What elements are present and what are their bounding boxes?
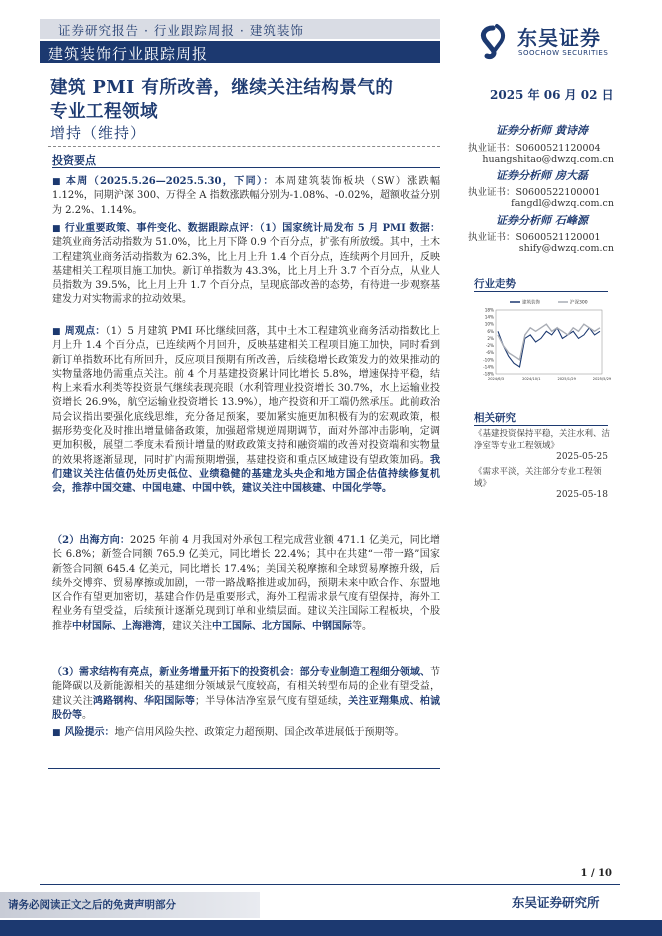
divider	[48, 768, 440, 769]
y-tick-label: -6%	[485, 350, 494, 356]
chart-frame	[496, 310, 602, 374]
analyst-email[interactable]: shify@dwzq.com.cn	[518, 243, 614, 254]
paragraph-policy: ■ 行业重要政策、事件变化、数据跟踪点评：（1）国家统计局发布 5 月 PMI 数据：建筑业商务活动指数为 51.0%，比上月下降 0.9 个百分点，扩张有所放缓。其中，土木工程建筑业商务活动指数为 62.3%，比上月上升 1.4 个百分点，连续两个月回升，反映基建相关工程项目施工加快。新订单指数为 43.3%，比上月上升 3.7 个百分点，从业人员指数为 39.5%，比上月上升 1.7 个百分点，呈现底部改善的态势，有待进一步观察基建发力对实物需求的拉动效果。	[52, 223, 440, 306]
divider	[474, 425, 608, 426]
footer-bar	[0, 920, 662, 936]
analyst-title: 证券分析师 房大磊	[496, 169, 588, 182]
paragraph-structure: （3）需求结构有亮点，新业务增量开拓下的投资机会：部分专业制造工程细分领域、节能降碳以及新能源相关的基建细分领域景气度较高，有相关转型布局的企业有望受益，建议关注鸿路钢构、华阳国际等；半导体洁净室景气度有望延续，关注亚翔集成、柏诚股份等。	[52, 667, 441, 721]
x-tick-label: 2024/10/1	[522, 377, 541, 381]
related-title: 相关研究	[474, 412, 516, 424]
rating: 增持（维持）	[50, 124, 147, 142]
bullet-icon: ■	[52, 327, 61, 337]
related-item[interactable]: 《需求平淡，关注部分专业工程领域》	[474, 467, 602, 489]
paragraph-weekly: ■ 本周（2025.5.26—2025.5.30，下同）：本周建筑装饰板块（SW）涨跌幅 1.12%，同期沪深 300、万得全 A 指数涨跌幅分别为-1.08%、-0.02%，超额收益分别为 2.2%、1.14%。	[52, 176, 440, 216]
logo-english: SOOCHOW SECURITIES	[518, 49, 609, 57]
section-title: 建筑装饰行业跟踪周报	[48, 45, 209, 63]
analyst-email[interactable]: fangdl@dwzq.com.cn	[511, 198, 614, 209]
divider	[40, 884, 620, 885]
analyst-cert: 执业证书：S0600521120004	[468, 143, 601, 154]
y-tick-label: -18%	[483, 371, 494, 377]
analyst-title: 证券分析师 石峰源	[496, 214, 588, 227]
x-tick-label: 2025/5/29	[592, 377, 612, 381]
related-date: 2025-05-18	[556, 490, 608, 500]
report-title-line-1: 建筑 PMI 有所改善，继续关注结构景气的	[50, 78, 394, 98]
legend-label: 沪深300	[570, 300, 588, 306]
x-tick-label: 2025/1/29	[557, 377, 576, 381]
series-line	[498, 328, 600, 367]
divider	[52, 167, 440, 168]
paragraph-overseas: （2）出海方向：2025 年前 4 月我国对外承包工程完成营业额 471.1 亿美元，同比增长 6.8%；新签合同额 765.9 亿美元，同比增长 22.4%；其中在共建“一带一路”国家新签合同额 645.4 亿美元，同比增长 17.4%；美国关税摩擦和全球贸易摩擦升级，后续外交博弈、贸易摩擦或加剧，一带一路战略推进或加码，预期未来中欧合作、东盟地区合作有望更加密切，基建合作仍是重要形式，海外工程需求景气度有望保持，海外工程业务有望受益，后续预计逐渐兑现到订单和业绩层面。建议关注国际工程板块，个股推荐中材国际、上海港湾，建议关注中工国际、北方国际、中钢国际等。	[52, 535, 440, 632]
y-tick-label: -10%	[483, 357, 494, 363]
report-date: 2025 年 06 月 02 日	[490, 88, 614, 102]
y-tick-label: -14%	[483, 364, 494, 370]
bullet-icon: ■	[52, 177, 62, 187]
y-tick-label: -2%	[485, 343, 494, 349]
logo-text: 东吴证券	[517, 26, 601, 50]
paragraph-risk: ■ 风险提示：地产信用风险失控、政策定力超预期、国企改革进展低于预期等。	[52, 727, 405, 738]
analyst-cert: 执业证书：S0600522100001	[468, 187, 601, 198]
y-tick-label: 6%	[487, 328, 494, 334]
bullet-icon: ■	[52, 224, 61, 234]
y-tick-label: 10%	[484, 321, 494, 327]
key-points-title: 投资要点	[52, 154, 96, 167]
bullet-icon: ■	[52, 728, 61, 738]
trend-title: 行业走势	[474, 278, 516, 290]
soochow-logo-icon	[475, 24, 511, 60]
divider	[474, 291, 608, 292]
analyst-email[interactable]: huangshitao@dwzq.com.cn	[482, 154, 614, 165]
breadcrumb: 证券研究报告 · 行业跟踪周报 · 建筑装饰	[58, 23, 304, 38]
report-title-line-2: 专业工程领域	[50, 102, 158, 122]
legend-label: 建筑装饰	[522, 300, 540, 306]
related-date: 2025-05-25	[556, 452, 608, 462]
divider	[48, 146, 440, 147]
disclaimer-text[interactable]: 请务必阅读正文之后的免责声明部分	[8, 899, 176, 911]
analyst-title: 证券分析师 黄诗涛	[496, 124, 588, 137]
related-item[interactable]: 《基建投资保持平稳，关注水利、洁净室等专业工程领域》	[474, 429, 611, 451]
trend-chart	[474, 294, 612, 386]
series-line	[498, 324, 600, 360]
y-tick-label: 14%	[484, 314, 494, 320]
x-tick-label: 2024/6/3	[487, 377, 505, 381]
y-tick-label: 18%	[484, 307, 494, 313]
analyst-cert: 执业证书：S0600521120001	[468, 232, 601, 243]
institute-name: 东吴证券研究所	[512, 895, 600, 910]
y-tick-label: 2%	[487, 335, 494, 341]
paragraph-weekly-view: ■ 周观点：（1）5 月建筑 PMI 环比继续回落，其中土木工程建筑业商务活动指数比上月上升 1.4 个百分点，已连续两个月回升，反映基建相关工程项目施工加快，同时看到新订单指数环比有所回升，反应项目预期有所改善，后续稳增长政策发力的效果推动的实物量落地仍需重点关注。前 4 个月基建投资累计同比增长 5.8%，增速保持平稳，结构上来看水利类等投资景气继续表现亮眼（水利管理业投资增长 30.7%，水上运输业投资增长 26.9%，航空运输业投资增长 13.9%），地产投资和开工端仍然承压。此前政治局会议指出要强化底线思维，充分备足预案，要加紧实施更加积极有为的宏观政策，根据形势变化及时推出增量储备政策，加强超常规逆周期调节，面对外部冲击影响，定调更加积极，展望二季度未看预计增量的财政政策支持和融资端的改善对投资端和实物量的效果将逐渐显现，同时扩内需预期增强，基建投资和重点区域建设有望政策加码。我们建议关注估值仍处历史低位、业绩稳健的基建龙头央企和地方国企估值持续修复机会，推荐中国交建、中国电建、中国中铁，建议关注中国核建、中国化学等。	[52, 326, 440, 495]
page-number: 1 / 10	[580, 868, 612, 879]
